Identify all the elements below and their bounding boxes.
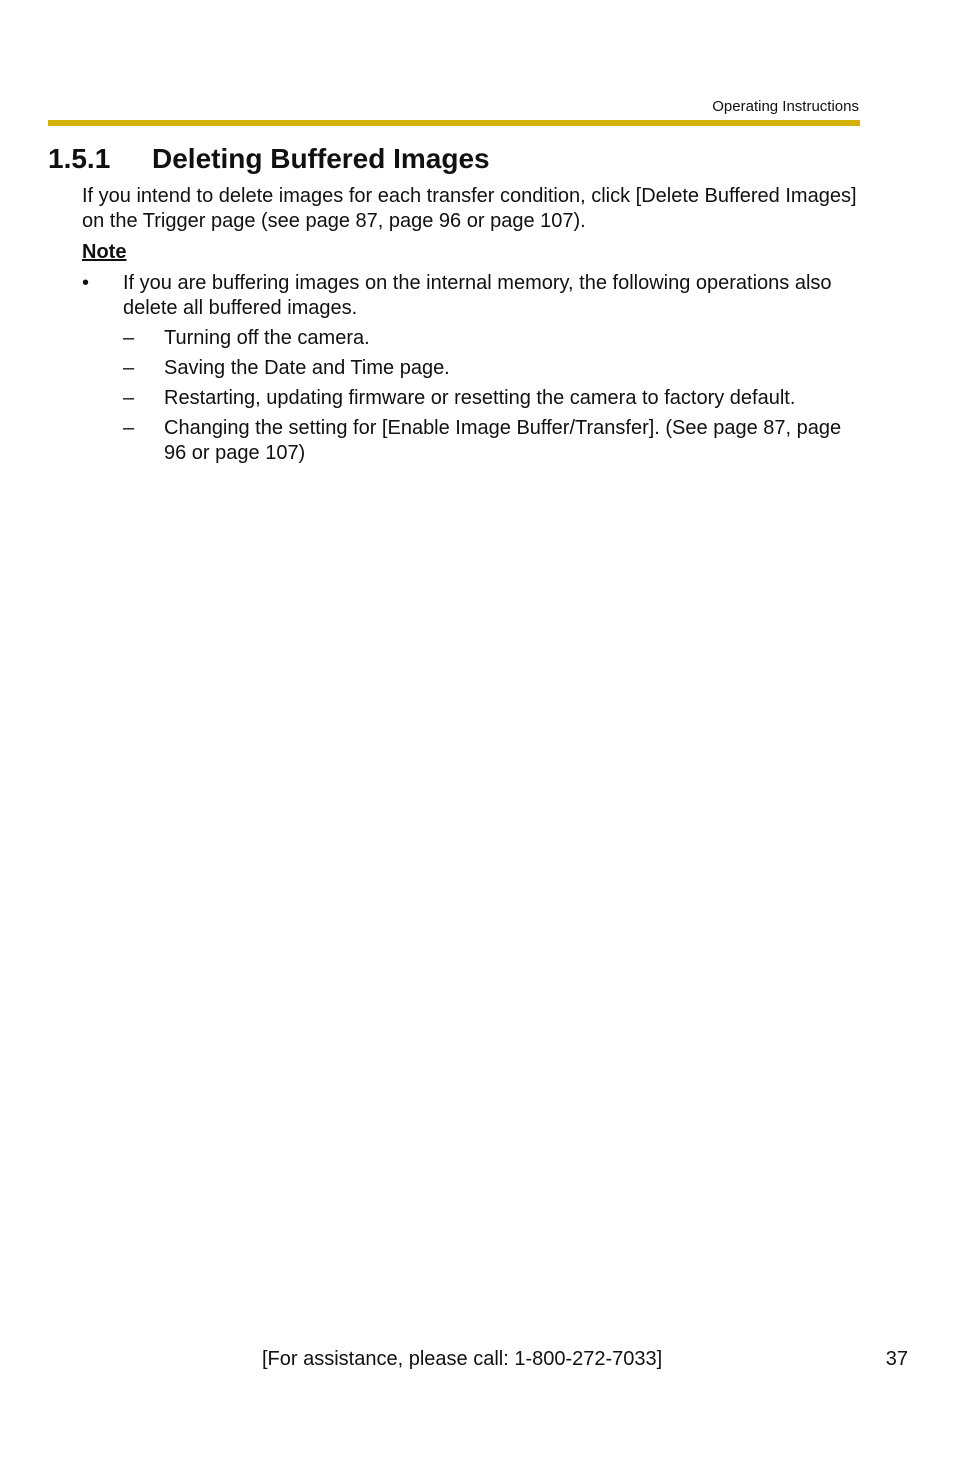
header-rule: [48, 120, 860, 126]
note-bullet-item: [82, 271, 862, 466]
bullet-mark: •: [82, 272, 90, 294]
footer-assistance: [For assistance, please call: 1-800-272-7033]: [262, 1348, 663, 1370]
dash-mark: –: [123, 417, 135, 439]
dash-mark: –: [123, 327, 135, 349]
page-number: 37: [885, 1348, 908, 1370]
dash-mark: –: [123, 357, 135, 379]
header-label: Operating Instructions: [712, 98, 859, 115]
dash-item: [123, 326, 862, 351]
dash-text: Turning off the camera.: [164, 327, 370, 349]
dash-text: Restarting, updating firmware or resetting the camera to factory default.: [164, 387, 796, 409]
note-label: Note: [82, 241, 127, 263]
intro-paragraph: If you intend to delete images for each transfer condition, click [Delete Buffered Images] on the Trigger page (see page 87, page 96 or page 107).: [82, 185, 857, 232]
section-body: [82, 184, 862, 466]
dash-item: [123, 386, 862, 411]
operation-dash-list: [123, 326, 862, 466]
section-title: [48, 142, 490, 176]
dash-text: Saving the Date and Time page.: [164, 357, 450, 379]
section-number: 1.5.1: [48, 143, 111, 174]
dash-mark: –: [123, 387, 135, 409]
dash-text: Changing the setting for [Enable Image Buffer/Transfer]. (See page 87, page 96 or page 107): [164, 417, 842, 464]
dash-item: [123, 416, 862, 466]
section-title-text: Deleting Buffered Images: [152, 143, 490, 174]
bullet-text: If you are buffering images on the internal memory, the following operations also delete all buffered images.: [123, 272, 832, 319]
note-bullet-list: [82, 271, 862, 466]
dash-item: [123, 356, 862, 381]
